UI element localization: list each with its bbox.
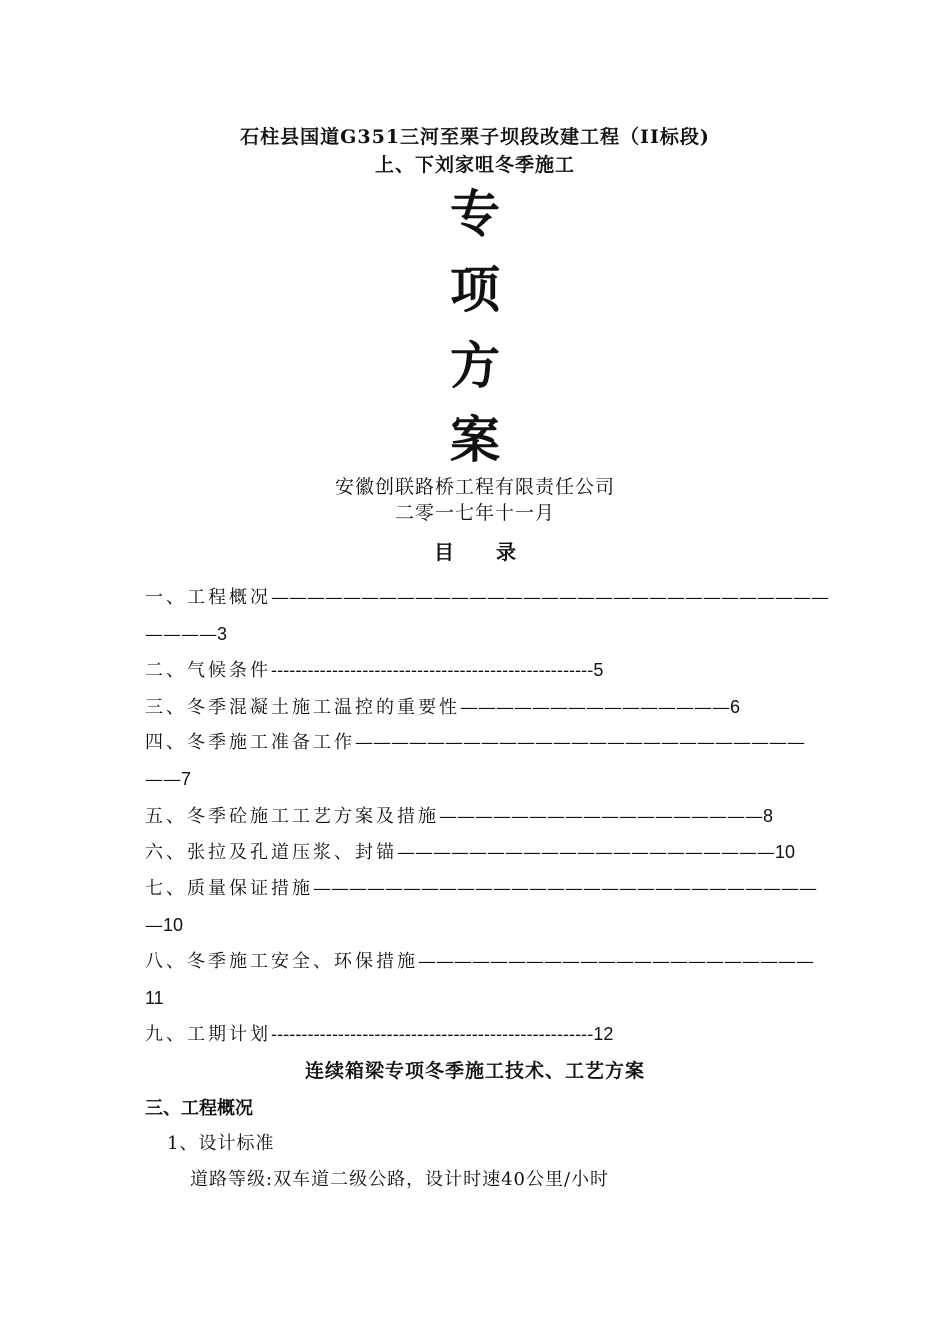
toc-item-9[interactable] <box>145 1022 613 1047</box>
toc-leader: ———————————————————————————— <box>313 878 817 899</box>
big-title-char-1: 专 <box>450 184 500 243</box>
toc-leader: ————————————————————————— <box>355 732 805 753</box>
toc-item-1[interactable] <box>145 586 829 610</box>
toc-item-label: 九、工期计划 <box>145 1024 271 1045</box>
toc-page-number: 3 <box>217 624 228 644</box>
section-title: 连续箱梁专项冬季施工技术、工艺方案 <box>304 1060 645 1082</box>
toc-item-8-cont <box>145 986 164 1011</box>
document-date: 二零一七年十一月 <box>394 502 555 524</box>
toc-leader: —————————————————— <box>439 806 763 827</box>
company-name: 安徽创联路桥工程有限责任公司 <box>334 476 615 498</box>
big-title-char-3: 方 <box>450 336 500 395</box>
toc-leader: ——————————————— <box>460 697 730 718</box>
toc-leader: ———— <box>145 624 217 645</box>
toc-heading-char-2: 录 <box>496 540 516 564</box>
toc-item-7-cont <box>145 913 183 938</box>
toc-item-label: 六、张拉及孔道压浆、封锚 <box>145 842 397 863</box>
cover-title-line2: 上、下刘家咀冬季施工 <box>374 154 575 176</box>
toc-item-label: 二、气候条件 <box>145 660 271 681</box>
toc-item-label: 三、冬季混凝土施工温控的重要性 <box>145 697 460 718</box>
toc-page-number: 7 <box>181 769 192 789</box>
toc-page-number: 10 <box>163 915 184 935</box>
toc-item-label: 七、质量保证措施 <box>145 878 313 899</box>
toc-item-8[interactable] <box>145 950 814 974</box>
toc-item-4[interactable] <box>145 731 805 755</box>
big-title-char-2: 项 <box>450 260 500 319</box>
section-subheading: 1、设计标准 <box>167 1133 275 1154</box>
toc-item-6[interactable] <box>145 840 795 865</box>
toc-leader: —— <box>145 769 181 790</box>
toc-item-2[interactable] <box>145 658 603 683</box>
toc-leader: ——————————————————————————————— <box>271 587 829 608</box>
toc-page-number: 8 <box>763 806 774 826</box>
toc-page-number: 6 <box>730 697 741 717</box>
big-title-char-4: 案 <box>450 410 500 469</box>
toc-heading <box>0 536 950 565</box>
section-heading: 三、工程概况 <box>145 1098 253 1119</box>
toc-page-number: 11 <box>145 988 164 1008</box>
toc-item-7[interactable] <box>145 877 817 901</box>
toc-leader: — <box>145 915 163 936</box>
toc-item-5[interactable] <box>145 804 773 829</box>
toc-page-number: 12 <box>593 1024 614 1044</box>
toc-item-label: 四、冬季施工准备工作 <box>145 732 355 753</box>
toc-item-label: 八、冬季施工安全、环保措施 <box>145 951 418 972</box>
toc-leader: ----------------------------------------------------- <box>271 1024 594 1045</box>
section-paragraph: 道路等级:双车道二级公路，设计时速40公里/小时 <box>190 1169 610 1190</box>
cover-title-line1: 石柱县国道G351三河至栗子坝段改建工程（II标段) <box>240 126 710 148</box>
toc-item-4-cont <box>145 767 191 792</box>
toc-item-1-cont <box>145 622 227 647</box>
toc-leader: ————————————————————— <box>397 842 775 863</box>
toc-leader: —————————————————————— <box>418 951 814 972</box>
toc-leader: ----------------------------------------------------- <box>271 660 594 681</box>
toc-item-label: 一、工程概况 <box>145 587 271 608</box>
toc-page-number: 5 <box>593 660 604 680</box>
toc-heading-char-1: 目 <box>434 540 454 564</box>
toc-item-3[interactable] <box>145 695 740 720</box>
toc-item-label: 五、冬季砼施工工艺方案及措施 <box>145 806 439 827</box>
toc-page-number: 10 <box>775 842 796 862</box>
